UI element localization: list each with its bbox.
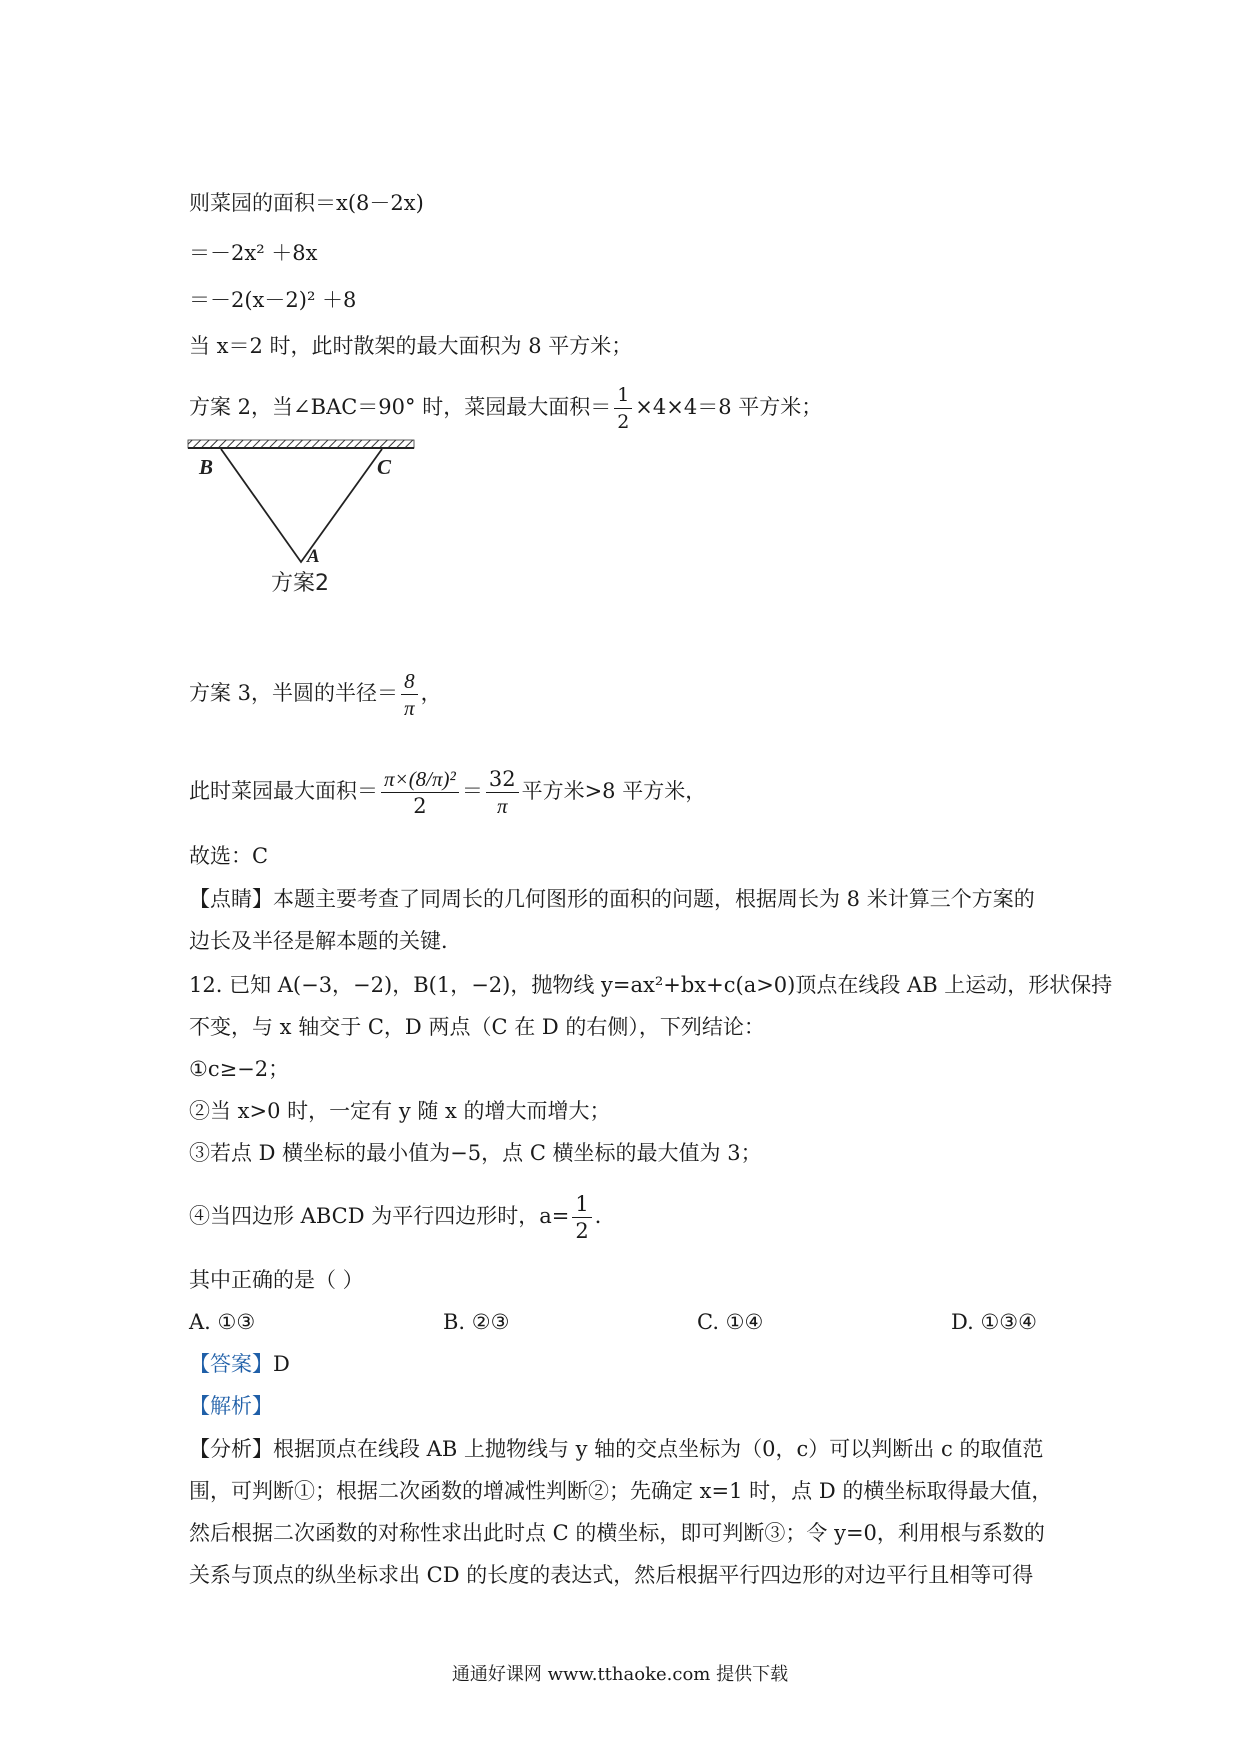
question-prompt: 其中正确的是（ ）: [189, 1268, 364, 1292]
note-line-1: 【点睛】本题主要考查了同周长的几何图形的面积的问题，根据周长为 8 米计算三个方案的: [189, 887, 1035, 911]
figure-caption: 方案2: [271, 571, 329, 596]
answer-value: D: [273, 1352, 290, 1376]
analysis-line-3: 然后根据二次函数的对称性求出此时点 C 的横坐标，即可判断③；令 y=0，利用根与系数的: [189, 1521, 1045, 1545]
answer-line: [189, 1349, 290, 1379]
analysis-line-2: 围，可判断①；根据二次函数的增减性判断②；先确定 x=1 时，点 D 的横坐标取得最大值，: [189, 1479, 1053, 1503]
question-12-line-1: 12. 已知 A(−3，−2)，B(1，−2)，抛物线 y=ax²+bx+c(a>0)顶点在线段 AB 上运动，形状保持: [189, 973, 1113, 997]
plan-2-figure: [185, 438, 425, 598]
option-b: B. ②③: [443, 1310, 510, 1334]
line-expand: ＝－2x² ＋8x: [189, 241, 318, 265]
line-vertex-form: ＝－2(x－2)² ＋8: [189, 288, 357, 312]
analysis-line-4: 关系与顶点的纵坐标求出 CD 的长度的表达式，然后根据平行四边形的对边平行且相等可得: [189, 1563, 1034, 1587]
note-line-2: 边长及半径是解本题的关键．: [189, 929, 462, 953]
footer-source: 通通好课网 www.tthaoke.com 提供下载: [451, 1664, 789, 1685]
line-plan-2: [189, 382, 822, 435]
conclusion-1: ①c≥−2；: [189, 1057, 290, 1081]
plan-2-text: 方案 2，当∠BAC＝90° 时，菜园最大面积＝: [189, 395, 612, 419]
label-c: C: [377, 455, 392, 479]
line-plan-3: 方案 3，半圆的半径＝ $\frac{8}{\pi}$ ，: [189, 669, 442, 720]
a-fraction: $\frac{1}{2}$: [572, 1191, 591, 1244]
label-b: B: [199, 455, 214, 479]
semicircle-area-fraction: $\frac{\text{π×(8/π)²}}{2}$: [381, 766, 459, 819]
analysis-tag: 【解析】: [189, 1394, 273, 1418]
option-d: D. ①③④: [951, 1310, 1037, 1334]
wall-hatch: [188, 440, 414, 448]
conclusion-3: ③若点 D 横坐标的最小值为−5，点 C 横坐标的最大值为 3；: [189, 1141, 762, 1165]
result-fraction: $\frac{32}{\pi}$: [486, 766, 519, 819]
conclusion-2: ②当 x>0 时，一定有 y 随 x 的增大而增大；: [189, 1099, 611, 1123]
line-choose: 故选：C: [189, 844, 269, 868]
half-fraction: $\frac{1}{2}$: [614, 382, 632, 435]
analysis-line-1: 【分析】根据顶点在线段 AB 上抛物线与 y 轴的交点坐标为（0，c）可以判断出 c 的取值范: [189, 1437, 1044, 1461]
line-max-area-1: 当 x＝2 时，此时散架的最大面积为 8 平方米；: [189, 334, 633, 358]
radius-fraction: $\frac{8}{\pi}$: [401, 668, 418, 721]
triangle-sides: [221, 449, 382, 562]
label-a: A: [307, 546, 320, 567]
line-semicircle-area: 此时菜园最大面积＝ $\frac{\text{π×(8/π)²}}{2}$ ＝ $\frac{32}{\pi}$ 平方米>8 平方米，: [189, 767, 707, 818]
option-c: C. ①④: [697, 1310, 764, 1334]
question-12-line-2: 不变，与 x 轴交于 C，D 两点（C 在 D 的右侧），下列结论：: [189, 1015, 765, 1039]
conclusion-4: ④当四边形 ABCD 为平行四边形时，a= $\frac{1}{2}$ ．: [189, 1192, 616, 1243]
line-area-expr: 则菜园的面积＝x(8－2x): [189, 191, 424, 215]
plan-2-result: ×4×4＝8 平方米；: [635, 395, 823, 419]
option-a: A. ①③: [189, 1310, 256, 1334]
answer-tag: 【答案】: [189, 1352, 273, 1376]
